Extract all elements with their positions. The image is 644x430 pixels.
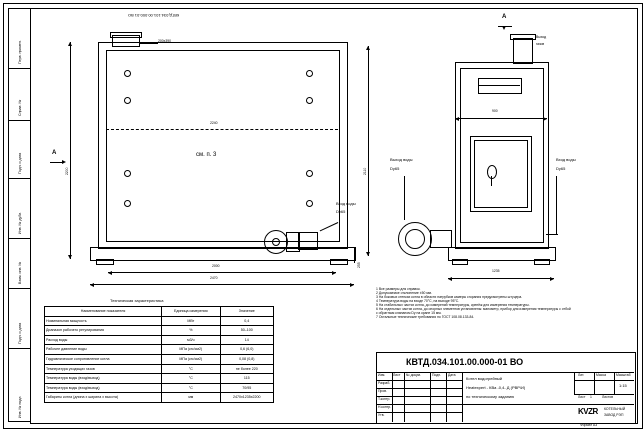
dim-2470: 2470: [210, 276, 218, 280]
spec-cell: Температура уходящих газов: [45, 364, 162, 374]
table-row: [45, 316, 274, 326]
side-base-foot-left: [452, 259, 468, 265]
dim-1235: 1235: [492, 269, 500, 273]
record-label-2: Подп. и дата: [18, 152, 22, 174]
spec-header-2: Значение: [220, 307, 273, 317]
side-top-hatch: [478, 78, 522, 94]
stamp-col-podp: Подп.: [432, 373, 442, 377]
spec-cell: Гидравлическое сопротивление котла: [45, 354, 162, 364]
front-mark-4: [124, 200, 131, 207]
leader-water-outlet: [404, 176, 405, 220]
water-outlet-neck: [430, 230, 452, 248]
note-2: 2 Допускаемое отклонение ±50 мм.: [376, 291, 432, 295]
spec-cell: 70/95: [220, 383, 273, 393]
spec-cell: 50–100: [220, 326, 273, 336]
stamp-role-2: Т.контр.: [378, 397, 391, 401]
front-dim-line-2240: [106, 129, 338, 130]
door-handle-icon: [487, 165, 497, 179]
spec-cell: не более 220: [220, 364, 273, 374]
side-access-door-inner: [474, 140, 528, 208]
front-dim-vert-left: [70, 42, 71, 259]
gas-outlet-flange: [510, 34, 536, 40]
spec-cell: Расход воды: [45, 335, 162, 345]
table-row: [45, 374, 274, 384]
table-row: [45, 326, 274, 336]
front-mark-3: [124, 170, 131, 177]
stamp-role-4: Утв.: [378, 413, 385, 417]
side-base-foot-right: [534, 259, 550, 265]
spec-cell: мм: [162, 393, 220, 403]
leader-water-inlet-right: [556, 176, 557, 234]
record-label-3: Инв. № дубл.: [18, 211, 22, 234]
stamp-sheets-label: Листов: [602, 395, 614, 399]
front-mark-8: [306, 200, 313, 207]
spec-cell: Габариты котла (длина х ширина х высота): [45, 393, 162, 403]
record-label-6: Инв. № подл.: [18, 395, 22, 418]
stamp-role-1: Пров.: [378, 389, 387, 393]
dim-2110: 2110: [363, 167, 367, 175]
note-4: 4 Температура воды на входе 70°С, на выходе 95°С.: [376, 299, 460, 303]
spec-cell: Рабочее давление воды: [45, 345, 162, 355]
note-6b: с обратным клапаном Dy на кране 15 мм.: [376, 311, 442, 315]
technical-notes: [376, 288, 632, 320]
stamp-scale-label: Масштаб: [616, 373, 631, 377]
spec-cell: 0,6 (6,0): [220, 345, 273, 355]
callout-see-item-3: см. п. 3: [196, 152, 217, 158]
spec-cell: 2470х1235х2200: [220, 393, 273, 403]
stamp-col-list: Лист: [393, 373, 401, 377]
section-mark-a-right: A: [502, 14, 507, 20]
stamp-doc-number: КВТД.034.101.00.000-01 ВО: [406, 357, 524, 367]
company-line1: КОТЕЛЬНЫЙ: [604, 407, 626, 411]
spec-cell: м3/ч: [162, 335, 220, 345]
spec-cell: °С: [162, 364, 220, 374]
front-water-inlet-nozzle: [298, 232, 318, 250]
dim-900: 900: [492, 109, 498, 113]
spec-cell: 0,4: [220, 316, 273, 326]
side-dim-1235-line: [448, 278, 554, 279]
front-top-nozzle-flange: [110, 32, 142, 38]
stamp-col-docnum: № докум.: [406, 373, 421, 377]
section-mark-a-left: A: [52, 150, 57, 156]
table-row: [45, 383, 274, 393]
spec-cell: Температура воды (вход/выход): [45, 383, 162, 393]
spec-cell: Диапазон рабочего регулирования: [45, 326, 162, 336]
dim-255: 255: [357, 262, 361, 268]
note-6: 6 На отдельных частях котла, до опорных элементов установлены: манометр, прибор для измерения температуры с отбой: [376, 307, 571, 311]
spec-cell: МПа (кгс/см2): [162, 354, 220, 364]
note-5: 5 На стабильных частях котла, до измерений температуры, крепёж для измерения температуры.: [376, 303, 530, 307]
top-title: КВТД.034.101.00.000-01 ВО: [128, 13, 180, 18]
callout-water-inlet-right-line2: Dу65: [556, 166, 566, 171]
water-outlet-flange-inner: [405, 229, 425, 249]
record-label-5: Подп. и дата: [18, 322, 22, 344]
note-1: 1 Все размеры для справок.: [376, 287, 421, 291]
stamp-sheet-value: 1: [590, 395, 592, 399]
dim-2200: 2200: [65, 167, 69, 175]
record-label-0: Перв. примен.: [18, 40, 22, 64]
stamp-role-0: Разраб.: [378, 381, 391, 385]
stamp-lit-label: Лит.: [578, 373, 585, 377]
spec-header-row: [45, 307, 274, 317]
spec-cell: °С: [162, 374, 220, 384]
spec-header-1: Единица измерения: [162, 307, 220, 317]
spec-cell: %: [162, 326, 220, 336]
dim-2000: 2000: [212, 264, 220, 268]
callout-water-inlet-front-line1: Вход воды: [336, 201, 356, 206]
company-line2: ЗАВОД РЭП: [604, 413, 624, 417]
gas-outlet-duct: [513, 38, 533, 64]
spec-header-0: Наименование показателя: [45, 307, 162, 317]
front-mark-6: [306, 97, 313, 104]
record-label-1: Справ. №: [18, 99, 22, 116]
callout-water-inlet-right-line1: Вход воды: [556, 157, 576, 162]
spec-cell: 0,08 (0,8): [220, 354, 273, 364]
callout-gas-outlet-line1: Выход: [536, 35, 547, 39]
spec-table: [44, 306, 274, 403]
front-base-foot-left: [96, 259, 114, 265]
stamp-scale-value: 1:15: [619, 383, 627, 388]
side-dim-900-line: [455, 118, 547, 119]
spec-table-title: Техническая характеристика: [110, 298, 164, 303]
format-label: Формат А3: [580, 423, 598, 427]
note-7: 7 Остальные технические требования по ГОСТ 108.08.133-84.: [376, 315, 475, 319]
table-row: [45, 335, 274, 345]
callout-200x390: 200х390: [158, 39, 172, 43]
stamp-mass-label: Масса: [596, 373, 607, 377]
front-dim-vert-right: [368, 46, 369, 256]
front-mark-2: [124, 97, 131, 104]
front-mark-1: [124, 70, 131, 77]
stamp-col-izm: Изм.: [378, 373, 386, 377]
spec-cell: 115: [220, 374, 273, 384]
spec-cell: Температура воды (вход/выход): [45, 374, 162, 384]
front-dim-2000-line: [108, 272, 336, 273]
note-3: 3 На боковых стенках котла в области патрубков камеры сгорания предусмотрены штуцера.: [376, 295, 523, 299]
front-mark-5: [306, 70, 313, 77]
stamp-role-3: Н.контр.: [378, 405, 392, 409]
burner-hub: [272, 238, 280, 246]
table-row: [45, 345, 274, 355]
table-row: [45, 354, 274, 364]
callout-gas-outlet-line2: газов: [536, 42, 545, 46]
spec-cell: 14: [220, 335, 273, 345]
record-label-4: Взам. инв. №: [18, 261, 22, 284]
spec-cell: МПа (кгс/см2): [162, 345, 220, 355]
table-row: [45, 393, 274, 403]
spec-cell: °С: [162, 383, 220, 393]
stamp-title-line1: Котел водогрейный: [466, 376, 503, 381]
front-dim-2470-line: [90, 284, 354, 285]
spec-cell: МВт: [162, 316, 220, 326]
company-logo: KVZR: [578, 407, 598, 416]
stamp-col-data: Дата: [448, 373, 456, 377]
front-base-foot-right: [330, 259, 348, 265]
spec-cell: Номинальная мощность: [45, 316, 162, 326]
stamp-sheet-label: Лист: [578, 395, 586, 399]
callout-water-outlet-line1: Выход воды: [390, 157, 413, 162]
front-mark-7: [306, 170, 313, 177]
dim-2240: 2240: [210, 121, 218, 125]
leader-200x390: [140, 43, 158, 44]
callout-water-outlet-line2: Dу65: [390, 166, 400, 171]
stamp-title-line2: Heatexpert - КВа -0,4- Д (РВР/И): [466, 385, 526, 390]
callout-water-inlet-front-line2: Dу65: [336, 209, 346, 214]
table-row: [45, 364, 274, 374]
stamp-title-line3: по техническому заданию: [466, 394, 515, 399]
front-inner-panel: [106, 50, 340, 242]
